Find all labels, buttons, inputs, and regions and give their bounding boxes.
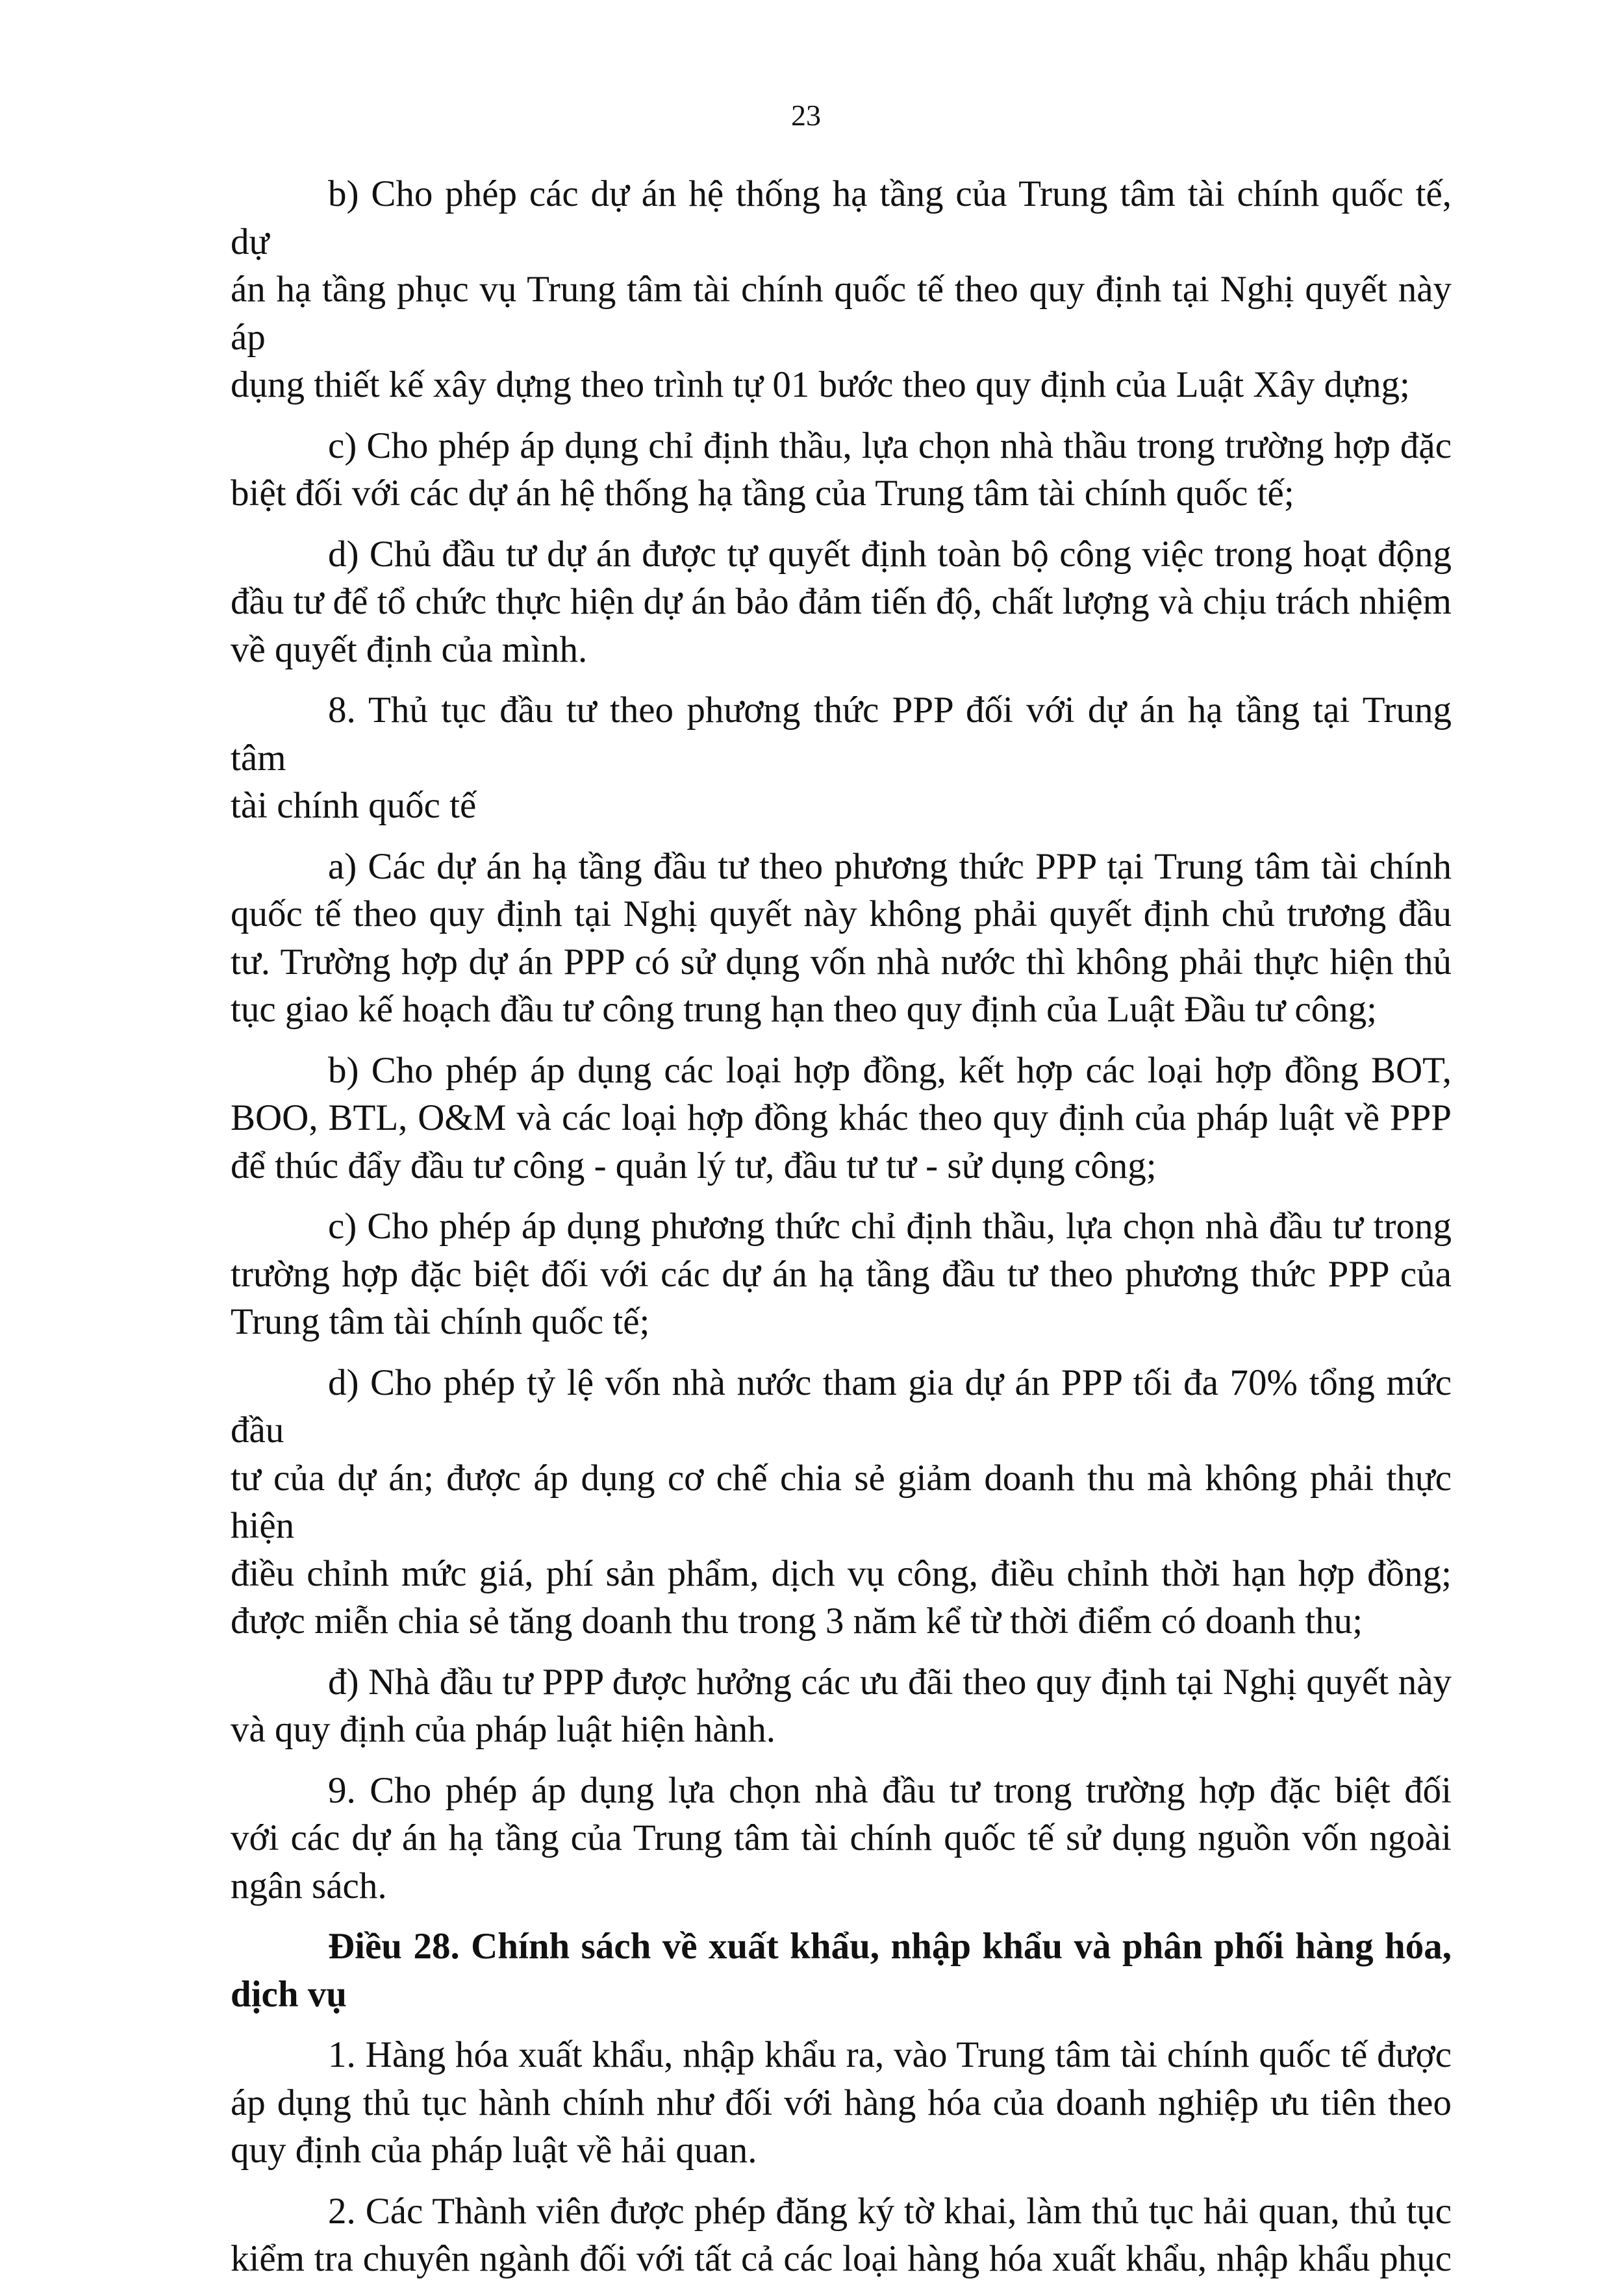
document-body	[231, 170, 1452, 2296]
text-line: c) Cho phép áp dụng phương thức chỉ định thầu, lựa chọn nhà đầu tư trong	[328, 1206, 1452, 1247]
text-line: đ) Nhà đầu tư PPP được hưởng các ưu đãi theo quy định tại Nghị quyết này	[328, 1661, 1452, 1703]
text-line: Trung tâm tài chính quốc tế;	[231, 1301, 650, 1342]
text-line: được miễn chia sẻ tăng doanh thu trong 3 năm kể từ thời điểm có doanh thu;	[231, 1601, 1363, 1641]
article-heading	[231, 1923, 1452, 2018]
text-line: b) Cho phép các dự án hệ thống hạ tầng của Trung tâm tài chính quốc tế, dự	[231, 173, 1452, 262]
text-line: điều chỉnh mức giá, phí sản phẩm, dịch vụ công, điều chỉnh thời hạn hợp đồng;	[231, 1553, 1452, 1594]
text-line: b) Cho phép áp dụng các loại hợp đồng, kết hợp các loại hợp đồng BOT,	[328, 1049, 1452, 1091]
text-line: tài chính quốc tế	[231, 785, 477, 826]
paragraph	[231, 422, 1452, 518]
text-line: với các dự án hạ tầng của Trung tâm tài chính quốc tế sử dụng nguồn vốn ngoài	[231, 1817, 1452, 1858]
text-line: Điều 28. Chính sách về xuất khẩu, nhập khẩu và phân phối hàng hóa,	[328, 1926, 1452, 1967]
text-line: 1. Hàng hóa xuất khẩu, nhập khẩu ra, vào Trung tâm tài chính quốc tế được	[328, 2034, 1452, 2075]
paragraph	[231, 686, 1452, 830]
text-line: ngân sách.	[231, 1865, 387, 1906]
paragraph	[231, 843, 1452, 1034]
text-line: dụng thiết kế xây dựng theo trình tự 01 bước theo quy định của Luật Xây dựng;	[231, 364, 1410, 405]
paragraph	[231, 530, 1452, 674]
text-line: d) Cho phép tỷ lệ vốn nhà nước tham gia dự án PPP tối đa 70% tổng mức đầu	[231, 1362, 1452, 1451]
text-line: tư. Trường hợp dự án PPP có sử dụng vốn nhà nước thì không phải thực hiện thủ	[231, 941, 1452, 982]
text-line: 2. Các Thành viên được phép đăng ký tờ khai, làm thủ tục hải quan, thủ tục	[328, 2190, 1452, 2232]
paragraph	[231, 170, 1452, 409]
text-line: đầu tư để tổ chức thực hiện dự án bảo đảm tiến độ, chất lượng và chịu trách nhiệm	[231, 581, 1452, 622]
text-line: quy định của pháp luật về hải quan.	[231, 2130, 757, 2171]
paragraph	[231, 1767, 1452, 1910]
text-line: tư của dự án; được áp dụng cơ chế chia sẻ giảm doanh thu mà không phải thực hiện	[231, 1457, 1452, 1546]
paragraph	[231, 2188, 1452, 2283]
text-line: về quyết định của mình.	[231, 629, 588, 670]
text-line: trường hợp đặc biệt đối với các dự án hạ tầng đầu tư theo phương thức PPP của	[231, 1253, 1452, 1295]
paragraph	[231, 1658, 1452, 1754]
text-line: án hạ tầng phục vụ Trung tâm tài chính quốc tế theo quy định tại Nghị quyết này áp	[231, 269, 1452, 358]
text-line: quốc tế theo quy định tại Nghị quyết này không phải quyết định chủ trương đầu	[231, 893, 1452, 934]
text-line: dịch vụ	[231, 1973, 347, 2015]
text-line: kiểm tra chuyên ngành đối với tất cả các loại hàng hóa xuất khẩu, nhập khẩu phục	[231, 2238, 1452, 2279]
text-line: d) Chủ đầu tư dự án được tự quyết định toàn bộ công việc trong hoạt động	[328, 533, 1452, 575]
paragraph	[231, 2031, 1452, 2175]
text-line: a) Các dự án hạ tầng đầu tư theo phương thức PPP tại Trung tâm tài chính	[328, 845, 1452, 887]
text-line: biệt đối với các dự án hệ thống hạ tầng của Trung tâm tài chính quốc tế;	[231, 473, 1294, 514]
text-line: để thúc đẩy đầu tư công - quản lý tư, đầu tư tư - sử dụng công;	[231, 1145, 1157, 1186]
text-line: BOO, BTL, O&M và các loại hợp đồng khác theo quy định của pháp luật về PPP	[231, 1097, 1452, 1138]
paragraph	[231, 1359, 1452, 1645]
text-line: áp dụng thủ tục hành chính như đối với hàng hóa của doanh nghiệp ưu tiên theo	[231, 2082, 1452, 2123]
text-line: 9. Cho phép áp dụng lựa chọn nhà đầu tư trong trường hợp đặc biệt đối	[328, 1769, 1452, 1811]
text-line: 8. Thủ tục đầu tư theo phương thức PPP đối với dự án hạ tầng tại Trung tâm	[231, 690, 1452, 779]
paragraph	[231, 1203, 1452, 1346]
page-number: 23	[791, 99, 821, 132]
text-line: và quy định của pháp luật hiện hành.	[231, 1709, 775, 1750]
text-line: tục giao kế hoạch đầu tư công trung hạn theo quy định của Luật Đầu tư công;	[231, 989, 1377, 1030]
text-line: c) Cho phép áp dụng chỉ định thầu, lựa chọn nhà thầu trong trường hợp đặc	[328, 425, 1452, 466]
paragraph	[231, 1047, 1452, 1190]
